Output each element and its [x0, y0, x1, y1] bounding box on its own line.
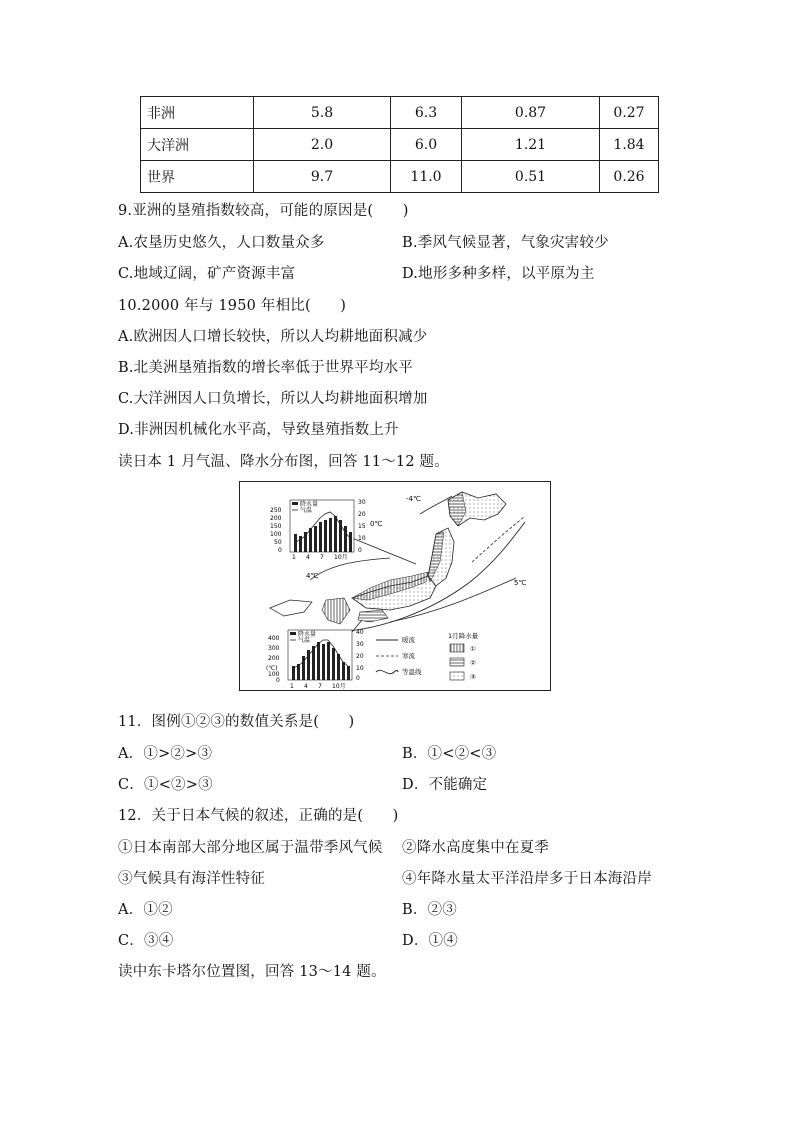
- axis-tick: 0: [356, 675, 360, 682]
- question-12-stem: 12．关于日本气候的叙述，正确的是( ): [118, 808, 399, 824]
- legend-cold-current: 寒流: [402, 652, 415, 660]
- axis-tick: 4: [304, 683, 308, 690]
- axis-tick: 30: [356, 641, 364, 648]
- q10-option-b[interactable]: B.北美洲垦殖指数的增长率低于世界平均水平: [118, 360, 413, 376]
- isotherm-label: 4℃: [306, 572, 319, 580]
- map-legend: [376, 631, 479, 681]
- climate-chart-bottom: [266, 629, 364, 690]
- table-cell-region: 非洲: [141, 97, 254, 129]
- table-cell: 2.0: [254, 129, 391, 161]
- axis-tick: 4: [306, 554, 310, 561]
- legend-item: ③: [470, 673, 476, 681]
- japan-climate-map: [239, 481, 551, 691]
- legend-temp-label: 气温: [298, 637, 311, 644]
- axis-tick: 1: [292, 554, 296, 561]
- axis-tick: 200: [268, 655, 280, 662]
- axis-tick: 10: [356, 665, 364, 672]
- isotherm-label: -4℃: [406, 495, 421, 503]
- legend-precip-label: 降水量: [300, 501, 319, 508]
- table-cell: 5.8: [254, 97, 391, 129]
- q12-statement-3: ③气候具有海洋性特征: [118, 871, 265, 887]
- axis-tick: 200: [270, 515, 282, 522]
- axis-tick: 15: [358, 523, 366, 530]
- axis-unit: (℃): [266, 665, 278, 672]
- q10-option-d[interactable]: D.非洲因机械化水平高，导致垦殖指数上升: [118, 422, 399, 438]
- q11-option-a[interactable]: A．①>②>③: [118, 746, 213, 762]
- q12-option-d[interactable]: D．①④: [402, 933, 458, 949]
- legend-item: ①: [470, 645, 476, 653]
- axis-tick: 100: [268, 671, 280, 678]
- table-cell: 0.27: [600, 97, 659, 129]
- axis-tick: 20: [356, 653, 364, 660]
- axis-tick: 300: [268, 645, 280, 652]
- question-10-stem: 10.2000 年与 1950 年相比( ): [118, 298, 347, 314]
- axis-tick: 10月: [334, 554, 348, 561]
- axis-tick: 250: [270, 507, 282, 514]
- q11-option-d[interactable]: D．不能确定: [402, 777, 488, 793]
- table-cell: 9.7: [254, 161, 391, 193]
- table-row: [141, 97, 659, 129]
- axis-tick: 30: [358, 499, 366, 506]
- shikoku-shape: [358, 610, 388, 622]
- intro-13-14: 读中东卡塔尔位置图，回答 13～14 题。: [118, 964, 386, 980]
- table-cell-region: 世界: [141, 161, 254, 193]
- intro-11-12: 读日本 1 月气温、降水分布图，回答 11～12 题。: [118, 454, 449, 470]
- q9-option-c[interactable]: C.地域辽阔，矿产资源丰富: [118, 266, 296, 282]
- axis-tick: 50: [274, 539, 282, 546]
- table-cell: 0.87: [462, 97, 600, 129]
- legend-warm-current: 暖流: [402, 636, 415, 644]
- axis-tick: 100: [270, 531, 282, 538]
- axis-tick: 0: [278, 547, 282, 554]
- question-9-stem: 9.亚洲的垦殖指数较高，可能的原因是( ): [118, 203, 409, 219]
- legend-temp-label: 气温: [300, 507, 313, 514]
- q10-option-c[interactable]: C.大洋洲因人口负增长，所以人均耕地面积增加: [118, 391, 428, 407]
- axis-tick: 0: [358, 547, 362, 554]
- q9-option-d[interactable]: D.地形多种多样，以平原为主: [402, 266, 595, 282]
- map-drawing: [240, 482, 550, 690]
- q12-statement-2: ②降水高度集中在夏季: [402, 840, 549, 856]
- data-table: [140, 96, 659, 193]
- korea-coast: [270, 600, 312, 616]
- table-cell: 1.21: [462, 129, 600, 161]
- axis-tick: 400: [268, 635, 280, 642]
- axis-tick: 7: [320, 554, 324, 561]
- q12-option-a[interactable]: A．①②: [118, 902, 173, 918]
- axis-tick: 1: [290, 683, 294, 690]
- table-cell: 1.84: [600, 129, 659, 161]
- legend-isotherm: 等温线: [402, 668, 422, 676]
- q10-option-a[interactable]: A.欧洲因人口增长较快，所以人均耕地面积减少: [118, 329, 428, 345]
- q12-option-b[interactable]: B．②③: [402, 902, 457, 918]
- table-cell: 6.3: [391, 97, 462, 129]
- question-11-stem: 11．图例①②③的数值关系是( ): [118, 714, 355, 730]
- axis-tick: 40: [356, 629, 364, 636]
- table-cell-region: 大洋洲: [141, 129, 254, 161]
- table-cell: 11.0: [391, 161, 462, 193]
- axis-tick: 7: [318, 683, 322, 690]
- climate-chart-top: [270, 499, 366, 561]
- isotherm-line: [310, 558, 390, 580]
- q12-option-c[interactable]: C．③④: [118, 933, 174, 949]
- isotherm-label: 5℃: [514, 579, 527, 587]
- axis-tick: 10月: [332, 683, 346, 690]
- table-row: [141, 161, 659, 193]
- q9-option-a[interactable]: A.农垦历史悠久，人口数量众多: [118, 235, 325, 251]
- legend-precip-label: 降水量: [298, 631, 317, 638]
- q12-statement-4: ④年降水量太平洋沿岸多于日本海沿岸: [402, 871, 652, 887]
- axis-tick: 0: [276, 677, 280, 684]
- axis-tick: 20: [358, 511, 366, 518]
- isotherm-label: 0℃: [370, 520, 383, 528]
- axis-tick: 150: [270, 523, 282, 530]
- table-row: [141, 129, 659, 161]
- legend-item: ②: [470, 659, 476, 667]
- legend-title: 1月降水量: [448, 632, 479, 640]
- q11-option-c[interactable]: C．①<②>③: [118, 777, 213, 793]
- table-cell: 0.51: [462, 161, 600, 193]
- table-cell: 6.0: [391, 129, 462, 161]
- axis-tick: 10: [358, 535, 366, 542]
- kyushu-shape: [322, 598, 350, 624]
- table-cell: 0.26: [600, 161, 659, 193]
- q12-statement-1: ①日本南部大部分地区属于温带季风气候: [118, 840, 383, 856]
- q11-option-b[interactable]: B．①<②<③: [402, 746, 497, 762]
- isotherm-line: [420, 496, 452, 514]
- q9-option-b[interactable]: B.季风气候显著，气象灾害较少: [402, 235, 609, 251]
